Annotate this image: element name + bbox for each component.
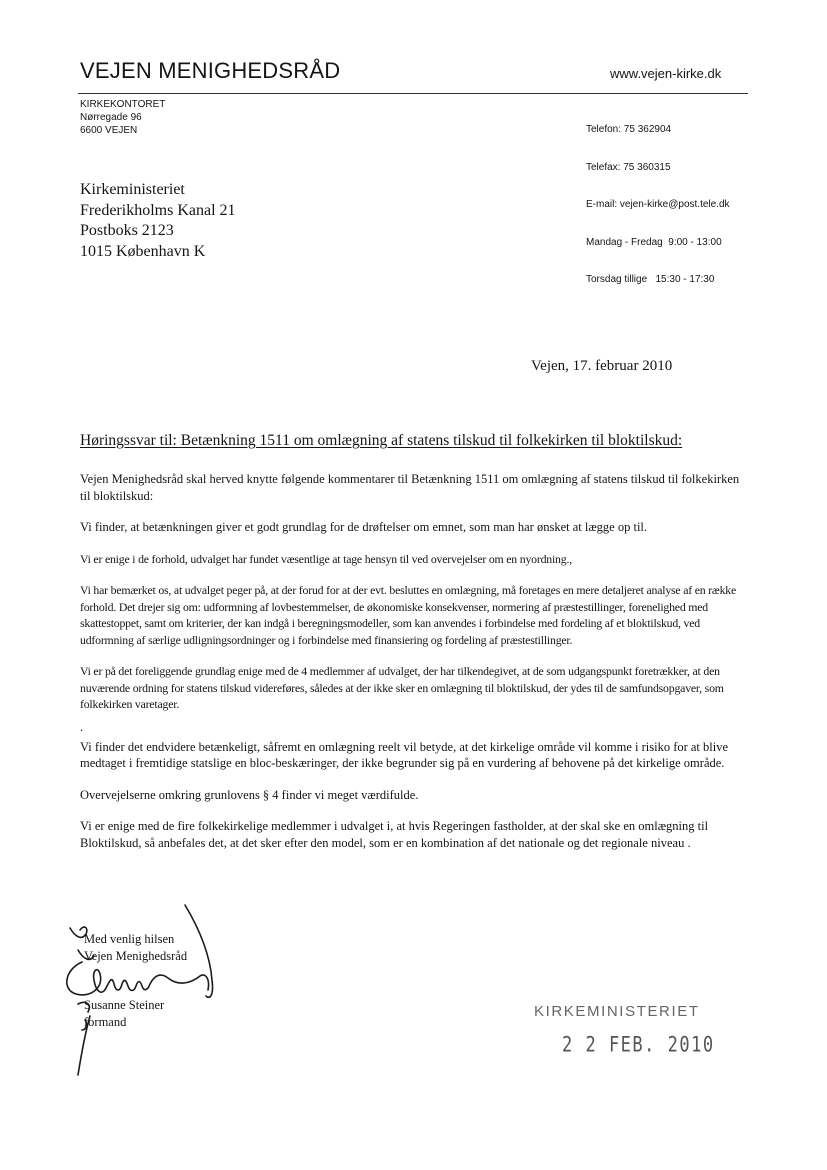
stray-mark: . (80, 719, 84, 734)
recipient-line: Frederikholms Kanal 21 (80, 201, 236, 219)
letter-body (80, 471, 750, 866)
letter-date: Vejen, 17. februar 2010 (531, 358, 673, 374)
letterhead-website: www.vejen-kirke.dk (610, 66, 722, 81)
contact-email: E-mail: vejen-kirke@post.tele.dk (586, 199, 730, 210)
contact-phone: Telefon: 75 362904 (586, 124, 672, 135)
letterhead-office-address (80, 98, 165, 137)
contact-hours-thursday: Torsdag tillige 15:30 - 17:30 (586, 274, 715, 285)
recipient-line: Postboks 2123 (80, 222, 174, 239)
received-stamp-org: KIRKEMINISTERIET (534, 1003, 700, 1020)
body-paragraph: Vejen Menighedsråd skal herved knytte følgende kommentarer til Betænkning 1511 om omlægning af statens tilskud til folkekirken til bloktilskud: (80, 472, 740, 503)
contact-hours-weekdays: Mandag - Fredag 9:00 - 13:00 (586, 236, 722, 248)
letterhead-divider (78, 93, 748, 94)
body-paragraph: Vi er enige med de fire folkekirkelige medlemmer i udvalget i, at hvis Regeringen fastholder, at der skal ske en omlægning til Bloktilskud, så anbefales det, at det sker efter den model, som er en kombination af det nationale og det regionale niveau . (80, 819, 709, 850)
signer-name: Susanne Steiner (84, 998, 165, 1012)
closing-greeting: Med venlig hilsen (84, 932, 175, 946)
contact-fax: Telefax: 75 360315 (586, 161, 671, 173)
body-paragraph: Vi har bemærket os, at udvalget peger på, at der forud for at der evt. besluttes en omlægning, må foretages en mere detaljeret analyse af en række forhold. Det drejer sig om: udformning af lovbestemmelser, de økonomiske konsekvenser, normering af præstestillinger, forenelighed med skattestoppet, samt om kriterier, der kan indgå i beregningsmodeller, som kan anvendes i forbindelse med fordeling af et bloktilskud, ved udformning af særlige udligningsordninger og i forbindelse med finansiering og fordeling af præstestillinger. (80, 583, 737, 647)
handwritten-signature (60, 900, 250, 1090)
body-paragraph: Vi finder det endvidere betænkeligt, såfremt en omlægning reelt vil betyde, at det kirkelige område vil komme i risiko for at blive medtaget i fremtidige statslige en bloc-beskæringer, der ikke begrunder sig på en vurdering af behovene på det kirkelige område. (80, 739, 729, 770)
recipient-line: Kirkeministeriet (80, 181, 185, 198)
recipient-line: 1015 København K (80, 242, 206, 260)
body-paragraph: Vi finder, at betænkningen giver et godt grundlag for de drøftelser om emnet, som man har ønsket at lægge op til. (80, 520, 648, 534)
received-stamp-date: 2 2 FEB. 2010 (562, 1032, 715, 1058)
office-city: 6600 VEJEN (80, 125, 138, 136)
signer-title: formand (84, 1015, 127, 1029)
letterhead-title: VEJEN MENIGHEDSRÅD (80, 58, 341, 83)
office-name: KIRKEKONTORET (80, 99, 166, 110)
body-paragraph: Vi er enige i de forhold, udvalget har fundet væsentlige at tage hensyn til ved overvejelser om en nyordning., (80, 551, 572, 566)
body-paragraph: Overvejelserne omkring grunlovens § 4 finder vi meget værdifulde. (80, 787, 419, 802)
office-street: Nørregade 96 (80, 112, 142, 123)
letterhead-contact-info (586, 99, 730, 299)
signer-block (84, 997, 164, 1031)
recipient-address (80, 180, 236, 262)
letter-subject: Høringssvar til: Betænkning 1511 om omlægning af statens tilskud til folkekirken til bloktilskud: (80, 432, 683, 449)
closing-org: Vejen Menighedsråd (84, 949, 188, 963)
body-paragraph: Vi er på det foreliggende grundlag enige med de 4 medlemmer af udvalget, der har tilkendegivet, at de som udgangspunkt foretrækker, at den nuværende ordning for statens tilskud videreføres, således at der ikke sker en omlægning til bloktilskud, der ydes til de samfundsopgaver, som folkekirken varetager. (80, 664, 724, 711)
